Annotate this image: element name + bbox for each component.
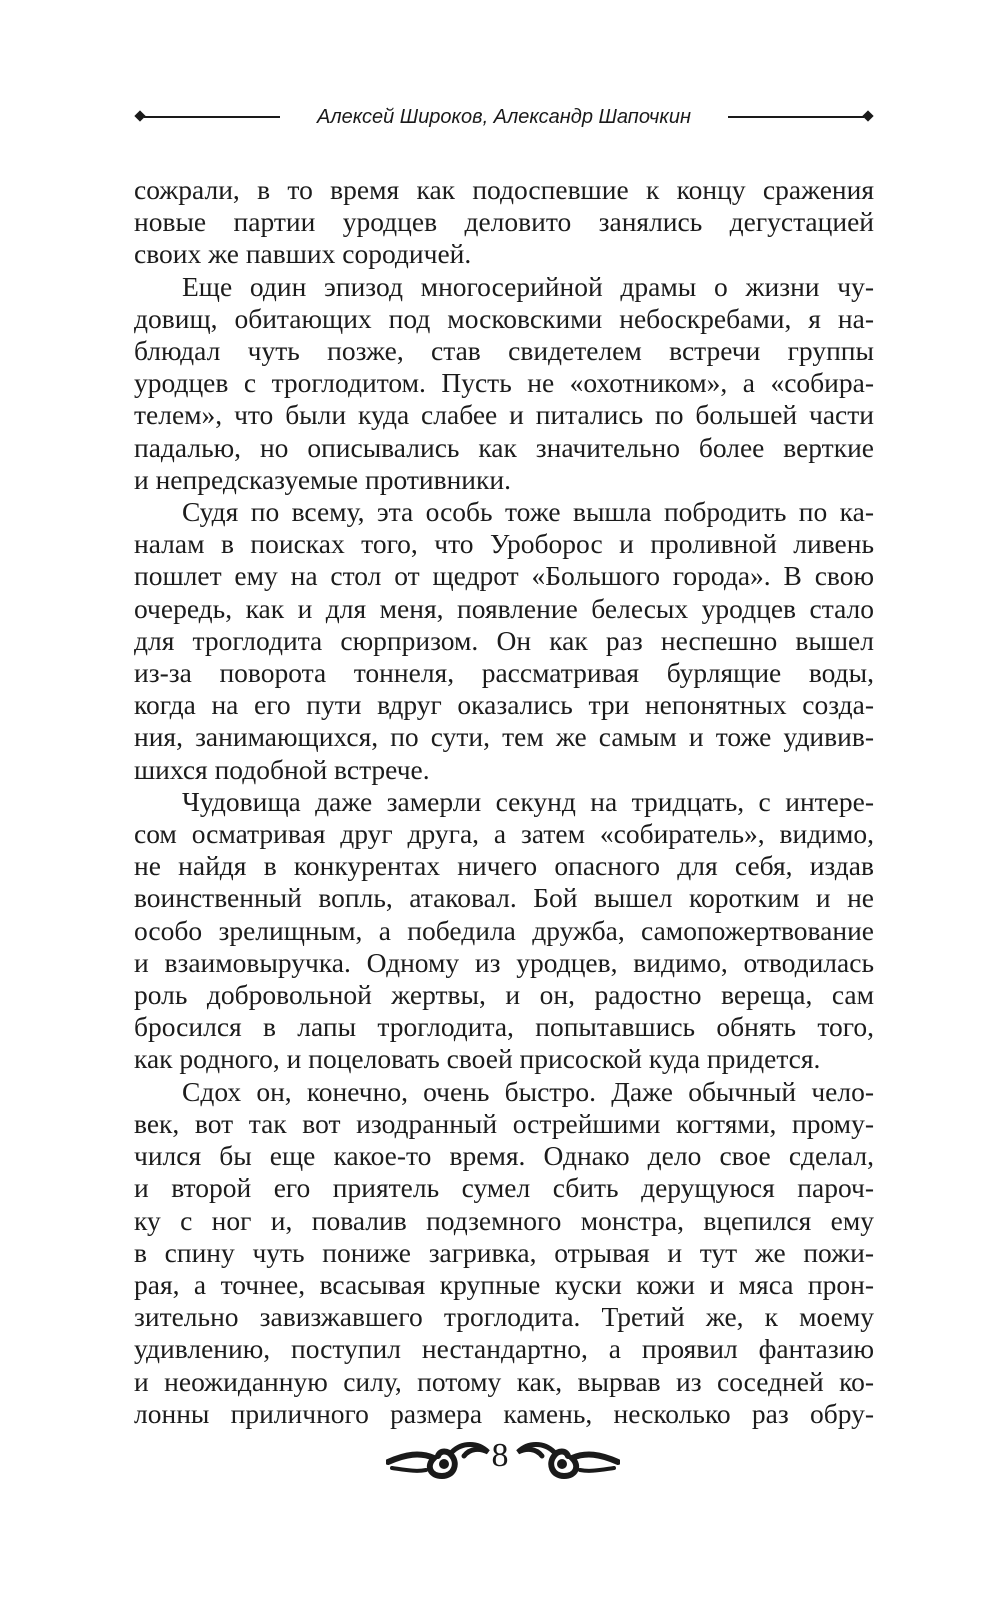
text-line: лонны приличного размера камень, несколько раз обру- <box>134 1397 874 1429</box>
text-line: уродцев с троглодитом. Пусть не «охотником», а «собира- <box>134 367 874 399</box>
text-line: сожрали, в то время как подоспевшие к концу сражения <box>134 174 874 205</box>
text-line: своих же павших сородичей. <box>134 238 472 270</box>
text-line: ку с ног и, повалив подземного монстра, вцепился ему <box>134 1204 874 1236</box>
text-line: для троглодита сюрпризом. Он как раз неспешно вышел <box>134 624 874 656</box>
text-line: падалью, но описывались как значительно более верткие <box>134 431 874 463</box>
text-line: сом осматривая друг друга, а затем «собиратель», видимо, <box>134 818 874 850</box>
text-line: век, вот так вот изодранный острейшими когтями, прому- <box>134 1107 874 1139</box>
body-text <box>134 174 874 1430</box>
text-line: рая, а точнее, всасывая крупные куски кожи и мяса прон- <box>134 1268 874 1300</box>
text-line: воинственный вопль, атаковал. Бой вышел коротким и не <box>134 882 874 914</box>
text-line: когда на его пути вдруг оказались три непонятных созда- <box>134 689 874 721</box>
text-line: зительно завизжавшего троглодита. Третий же, к моему <box>134 1301 874 1333</box>
text-line: Сдох он, конечно, очень быстро. Даже обычный чело- <box>182 1075 874 1107</box>
text-line: не найдя в конкурентах ничего опасного для себя, издав <box>134 850 874 882</box>
footer-ornament-right-icon <box>510 1432 620 1484</box>
running-header <box>134 102 874 132</box>
text-line: шихся подобной встрече. <box>134 753 430 785</box>
page-number: 8 <box>491 1437 509 1474</box>
text-line: особо зрелищным, а победила дружба, самопожертвование <box>134 914 874 946</box>
text-line: из-за поворота тоннеля, рассматривая бурлящие воды, <box>134 657 874 689</box>
header-rule-left <box>144 116 280 118</box>
text-line: ния, занимающихся, по сути, тем же самым и тоже удивив- <box>134 721 874 753</box>
paragraph <box>134 496 874 786</box>
text-line: как родного, и поцеловать своей присоской куда придется. <box>134 1043 821 1075</box>
text-line: и взаимовыручка. Одному из уродцев, видимо, отводилась <box>134 946 874 978</box>
text-line: чился бы еще какое-то время. Однако дело свое сделал, <box>134 1140 874 1172</box>
header-rule-right <box>728 116 864 118</box>
text-line: и второй его приятель сумел сбить дерущуюся пароч- <box>134 1172 874 1204</box>
page-footer <box>0 1430 1000 1490</box>
paragraph <box>134 786 874 1076</box>
text-line: и неожиданную силу, потому как, вырвав из соседней ко- <box>134 1365 874 1397</box>
text-line: Чудовища даже замерли секунд на тридцать, с интере- <box>182 785 874 817</box>
paragraph <box>134 271 874 496</box>
running-title: Алексей Широков, Александр Шапочкин <box>317 106 691 128</box>
paragraph <box>134 174 874 271</box>
text-line: блюдал чуть позже, став свидетелем встречи группы <box>134 335 874 367</box>
text-line: Судя по всему, эта особь тоже вышла побродить по ка- <box>182 496 874 528</box>
text-line: и непредсказуемые противники. <box>134 463 511 495</box>
text-line: налам в поисках того, что Уроборос и проливной ливень <box>134 528 874 560</box>
header-diamond-right-ornament <box>862 110 873 121</box>
text-line: бросился в лапы троглодита, попытавшись обнять того, <box>134 1011 874 1043</box>
text-line: очередь, как и для меня, появление белесых уродцев стало <box>134 592 874 624</box>
text-line: довищ, обитающих под московскими небоскребами, я на- <box>134 302 874 334</box>
text-line: в спину чуть пониже загривка, отрывая и тут же пожи- <box>134 1236 874 1268</box>
text-line: Еще один эпизод многосерийной драмы о жизни чу- <box>182 270 874 302</box>
text-line: новые партии уродцев деловито занялись дегустацией <box>134 206 874 238</box>
text-line: телем», что были куда слабее и питались по большей части <box>134 399 874 431</box>
text-line: пошлет ему на стол от щедрот «Большого города». В свою <box>134 560 874 592</box>
text-line: удивлению, поступил нестандартно, а проявил фантазию <box>134 1333 874 1365</box>
text-line: роль добровольной жертвы, и он, радостно вереща, сам <box>134 979 874 1011</box>
paragraph <box>134 1076 874 1430</box>
